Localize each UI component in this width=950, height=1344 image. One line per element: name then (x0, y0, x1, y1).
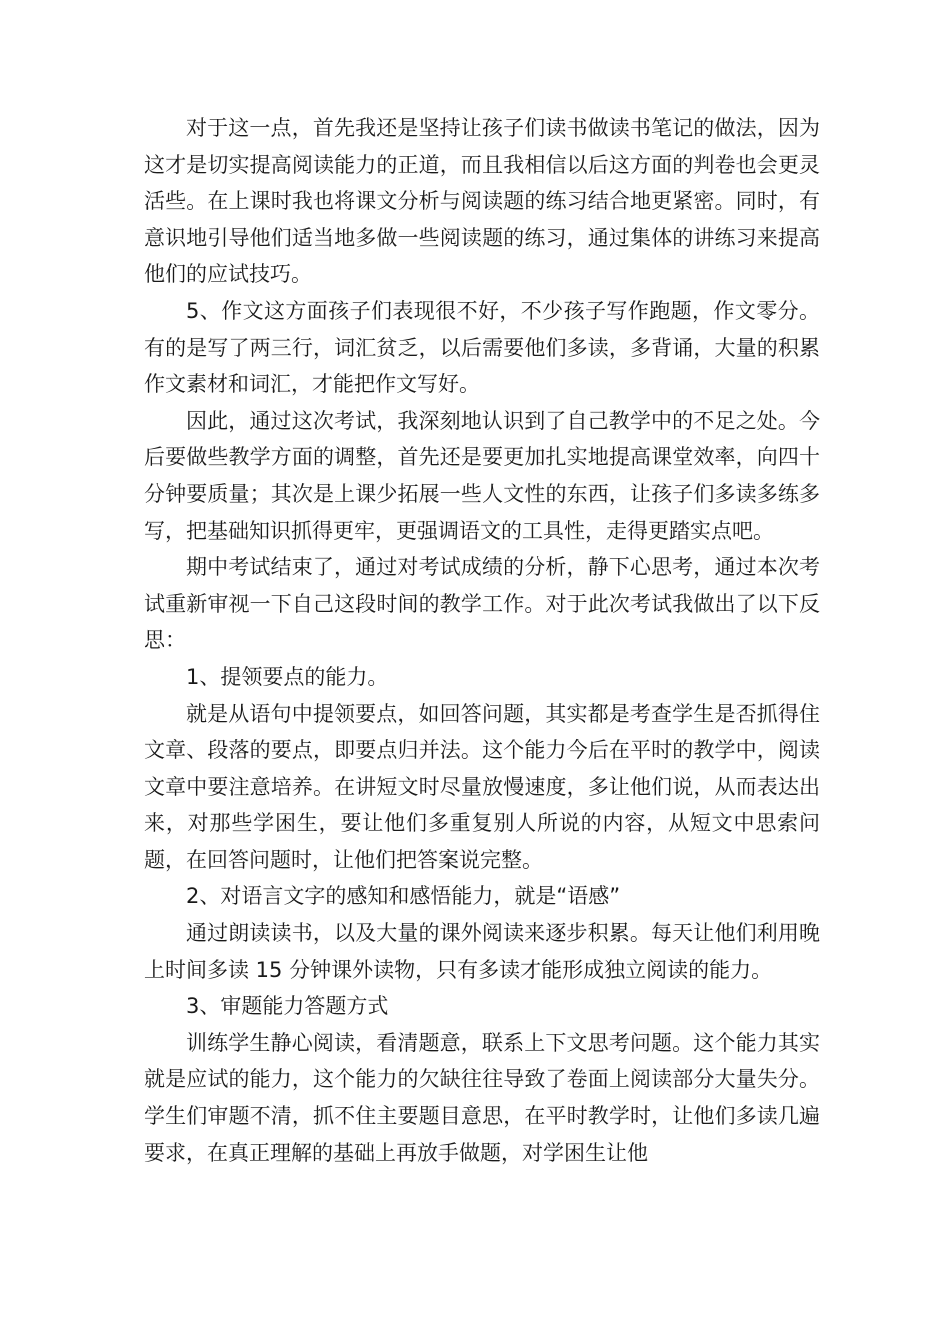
document-body (144, 110, 820, 1171)
paragraph-teaching-adjustment: 因此，通过这次考试，我深刻地认识到了自己教学中的不足之处。今后要做些教学方面的调整，首先还是要更加扎实地提高课堂效率，向四十分钟要质量；其次是上课少拓展一些人文性的东西，让孩子们多读多练多写，把基础知识抓得更牢，更强调语文的工具性，走得更踏实点吧。 (144, 408, 820, 543)
paragraph-reading-notes: 对于这一点，首先我还是坚持让孩子们读书做读书笔记的做法，因为这才是切实提高阅读能力的正道，而且我相信以后这方面的判卷也会更灵活些。在上课时我也将课文分析与阅读题的练习结合地更紧密。同时，有意识地引导他们适当地多做一些阅读题的练习，通过集体的讲练习来提高他们的应试技巧。 (144, 116, 820, 287)
paragraph-composition: 5、作文这方面孩子们表现很不好，不少孩子写作跑题，作文零分。有的是写了两三行，词汇贫乏，以后需要他们多读，多背诵，大量的积累作文素材和词汇，才能把作文写好。 (144, 298, 820, 397)
paragraph-midterm-reflection: 期中考试结束了，通过对考试成绩的分析，静下心思考，通过本次考试重新审视一下自己这段时间的教学工作。对于此次考试我做出了以下反思： (144, 555, 820, 653)
heading-key-points-ability: 1、提领要点的能力。 (186, 664, 389, 689)
paragraph-language-sense: 通过朗读读书，以及大量的课外阅读来逐步积累。每天让他们利用晚上时间多读 15 分钟课外读物，只有多读才能形成独立阅读的能力。 (144, 921, 820, 982)
heading-question-comprehension: 3、审题能力答题方式 (186, 994, 389, 1019)
heading-language-sense: 2、对语言文字的感知和感悟能力，就是“语感” (186, 884, 621, 909)
paragraph-key-points: 就是从语句中提领要点，如回答问题，其实都是考查学生是否抓得住文章、段落的要点，即要点归并法。这个能力今后在平时的教学中，阅读文章中要注意培养。在讲短文时尽量放慢速度，多让他们说，从而表达出来，对那些学困生，要让他们多重复别人所说的内容，从短文中思索问题，在回答问题时，让他们把答案说完整。 (144, 701, 820, 872)
paragraph-question-comprehension: 训练学生静心阅读，看清题意，联系上下文思考问题。这个能力其实就是应试的能力，这个能力的欠缺往往导致了卷面上阅读部分大量失分。学生们审题不清，抓不住主要题目意思，在平时教学时，让他们多读几遍要求，在真正理解的基础上再放手做题，对学困生让他 (144, 1030, 820, 1165)
